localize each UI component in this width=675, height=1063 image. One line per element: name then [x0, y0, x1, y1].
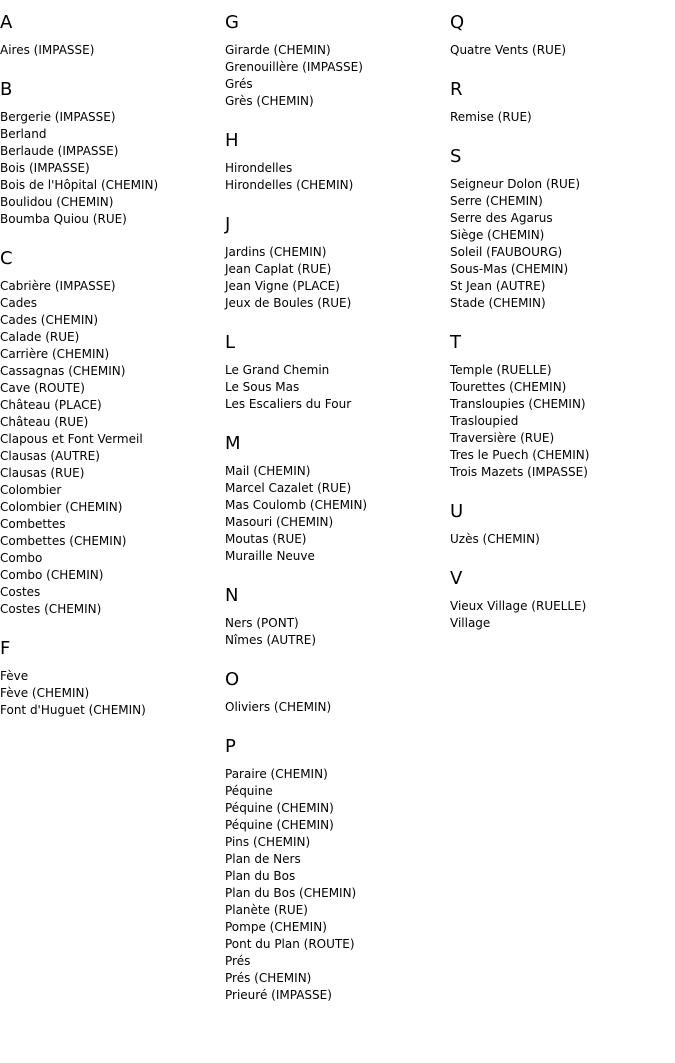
street-entry: Temple (RUELLE) [450, 363, 552, 377]
street-entry: Transloupies (CHEMIN) [450, 397, 586, 411]
letter-section-b [0, 79, 220, 228]
street-entry: Fève [0, 669, 29, 683]
street-entry: Le Grand Chemin [225, 363, 330, 377]
letter-section-o [225, 669, 445, 716]
letter-heading: L [225, 332, 236, 353]
street-entry: Vieux Village (RUELLE) [450, 599, 587, 613]
street-entry: Nîmes (AUTRE) [225, 633, 317, 647]
street-entry: Cades [0, 296, 37, 310]
street-entry: Carrière (CHEMIN) [0, 347, 110, 361]
street-entry: Grenouillère (IMPASSE) [225, 60, 363, 74]
letter-heading: V [450, 568, 463, 589]
street-entry: Berland [0, 127, 47, 141]
street-entry: Clausas (AUTRE) [0, 449, 100, 463]
street-entry: Cassagnas (CHEMIN) [0, 364, 126, 378]
street-entry: Bois (IMPASSE) [0, 161, 90, 175]
street-entry: Clapous et Font Vermeil [0, 432, 143, 446]
street-entry: Combo [0, 551, 43, 565]
letter-heading: G [225, 12, 239, 33]
street-index-column-3 [450, 0, 670, 632]
letter-heading: O [225, 669, 240, 690]
street-entry: Stade (CHEMIN) [450, 296, 546, 310]
street-entry: Plan de Ners [225, 852, 301, 866]
street-entry: Cabrière (IMPASSE) [0, 279, 116, 293]
letter-heading: C [0, 248, 13, 269]
street-entry: Boulidou (CHEMIN) [0, 195, 114, 209]
street-entry: Tres le Puech (CHEMIN) [450, 448, 590, 462]
street-entry: Prés (CHEMIN) [225, 971, 312, 985]
letter-section-r [450, 79, 670, 126]
street-entry: Jean Vigne (PLACE) [225, 279, 340, 293]
street-entry: Siège (CHEMIN) [450, 228, 545, 242]
street-entry: Trasloupied [450, 414, 519, 428]
letter-heading: S [450, 146, 462, 167]
street-entry: Grés [225, 77, 253, 91]
letter-heading: R [450, 79, 463, 100]
street-entry: Pins (CHEMIN) [225, 835, 311, 849]
street-entry: Marcel Cazalet (RUE) [225, 481, 352, 495]
street-entry: Clausas (RUE) [0, 466, 85, 480]
street-entry: Moutas (RUE) [225, 532, 307, 546]
street-entry: Serre des Agarus [450, 211, 553, 225]
street-entry: Combo (CHEMIN) [0, 568, 104, 582]
letter-section-g [225, 12, 445, 110]
street-entry: Costes [0, 585, 41, 599]
street-entry: Trois Mazets (IMPASSE) [450, 465, 588, 479]
street-entry: Sous-Mas (CHEMIN) [450, 262, 569, 276]
letter-section-n [225, 585, 445, 649]
street-entry: Combettes [0, 517, 66, 531]
letter-heading: A [0, 12, 13, 33]
street-entry: Serre (CHEMIN) [450, 194, 543, 208]
street-entry: Muraille Neuve [225, 549, 315, 563]
letter-heading: U [450, 501, 464, 522]
street-entry: Pompe (CHEMIN) [225, 920, 327, 934]
street-entry: Font d'Huguet (CHEMIN) [0, 703, 146, 717]
street-entry: Château (PLACE) [0, 398, 102, 412]
letter-section-l [225, 332, 445, 413]
letter-heading: T [450, 332, 461, 353]
street-entry: Tourettes (CHEMIN) [450, 380, 567, 394]
letter-heading: J [225, 214, 231, 235]
street-entry: Bois de l'Hôpital (CHEMIN) [0, 178, 159, 192]
street-entry: Hirondelles (CHEMIN) [225, 178, 354, 192]
street-index-column-1 [0, 0, 220, 719]
street-entry: Péquine [225, 784, 273, 798]
street-entry: Aires (IMPASSE) [0, 43, 95, 57]
letter-heading: M [225, 433, 241, 454]
letter-section-s [450, 146, 670, 312]
street-entry: St Jean (AUTRE) [450, 279, 546, 293]
street-entry: Soleil (FAUBOURG) [450, 245, 563, 259]
letter-section-q [450, 12, 670, 59]
street-entry: Péquine (CHEMIN) [225, 818, 334, 832]
street-entry: Hirondelles [225, 161, 293, 175]
letter-section-t [450, 332, 670, 481]
street-entry: Bergerie (IMPASSE) [0, 110, 116, 124]
letter-heading: Q [450, 12, 465, 33]
letter-section-c [0, 248, 220, 618]
street-entry: Quatre Vents (RUE) [450, 43, 567, 57]
street-entry: Prés [225, 954, 251, 968]
street-entry: Cades (CHEMIN) [0, 313, 99, 327]
street-entry: Oliviers (CHEMIN) [225, 700, 332, 714]
letter-heading: F [0, 638, 11, 659]
street-entry: Cave (ROUTE) [0, 381, 85, 395]
letter-heading: B [0, 79, 13, 100]
street-entry: Plan du Bos (CHEMIN) [225, 886, 357, 900]
street-entry: Jean Caplat (RUE) [225, 262, 332, 276]
street-entry: Seigneur Dolon (RUE) [450, 177, 581, 191]
letter-heading: N [225, 585, 239, 606]
street-entry: Pont du Plan (ROUTE) [225, 937, 355, 951]
street-entry: Le Sous Mas [225, 380, 300, 394]
street-entry: Colombier (CHEMIN) [0, 500, 123, 514]
letter-heading: P [225, 736, 236, 757]
street-entry: Jeux de Boules (RUE) [225, 296, 352, 310]
street-entry: Masouri (CHEMIN) [225, 515, 334, 529]
street-entry: Uzès (CHEMIN) [450, 532, 540, 546]
street-entry: Mail (CHEMIN) [225, 464, 311, 478]
street-entry: Jardins (CHEMIN) [225, 245, 327, 259]
street-entry: Prieuré (IMPASSE) [225, 988, 332, 1002]
street-entry: Calade (RUE) [0, 330, 80, 344]
letter-section-v [450, 568, 670, 632]
street-entry: Village [450, 616, 491, 630]
street-entry: Colombier [0, 483, 62, 497]
letter-section-j [225, 214, 445, 312]
street-entry: Planète (RUE) [225, 903, 308, 917]
letter-section-h [225, 130, 445, 194]
street-entry: Berlaude (IMPASSE) [0, 144, 119, 158]
street-entry: Grès (CHEMIN) [225, 94, 314, 108]
street-entry: Mas Coulomb (CHEMIN) [225, 498, 368, 512]
street-entry: Fève (CHEMIN) [0, 686, 90, 700]
street-entry: Ners (PONT) [225, 616, 299, 630]
street-entry: Costes (CHEMIN) [0, 602, 102, 616]
street-entry: Boumba Quiou (RUE) [0, 212, 127, 226]
street-entry: Remise (RUE) [450, 110, 532, 124]
street-entry: Combettes (CHEMIN) [0, 534, 127, 548]
letter-section-u [450, 501, 670, 548]
street-entry: Girarde (CHEMIN) [225, 43, 331, 57]
street-entry: Les Escaliers du Four [225, 397, 352, 411]
street-entry: Traversière (RUE) [450, 431, 555, 445]
street-entry: Péquine (CHEMIN) [225, 801, 334, 815]
street-entry: Paraire (CHEMIN) [225, 767, 328, 781]
letter-section-f [0, 638, 220, 719]
letter-section-m [225, 433, 445, 565]
letter-heading: H [225, 130, 239, 151]
street-entry: Plan du Bos [225, 869, 296, 883]
street-index-column-2 [225, 0, 445, 1004]
letter-section-p [225, 736, 445, 1004]
letter-section-a [0, 12, 220, 59]
street-entry: Château (RUE) [0, 415, 89, 429]
